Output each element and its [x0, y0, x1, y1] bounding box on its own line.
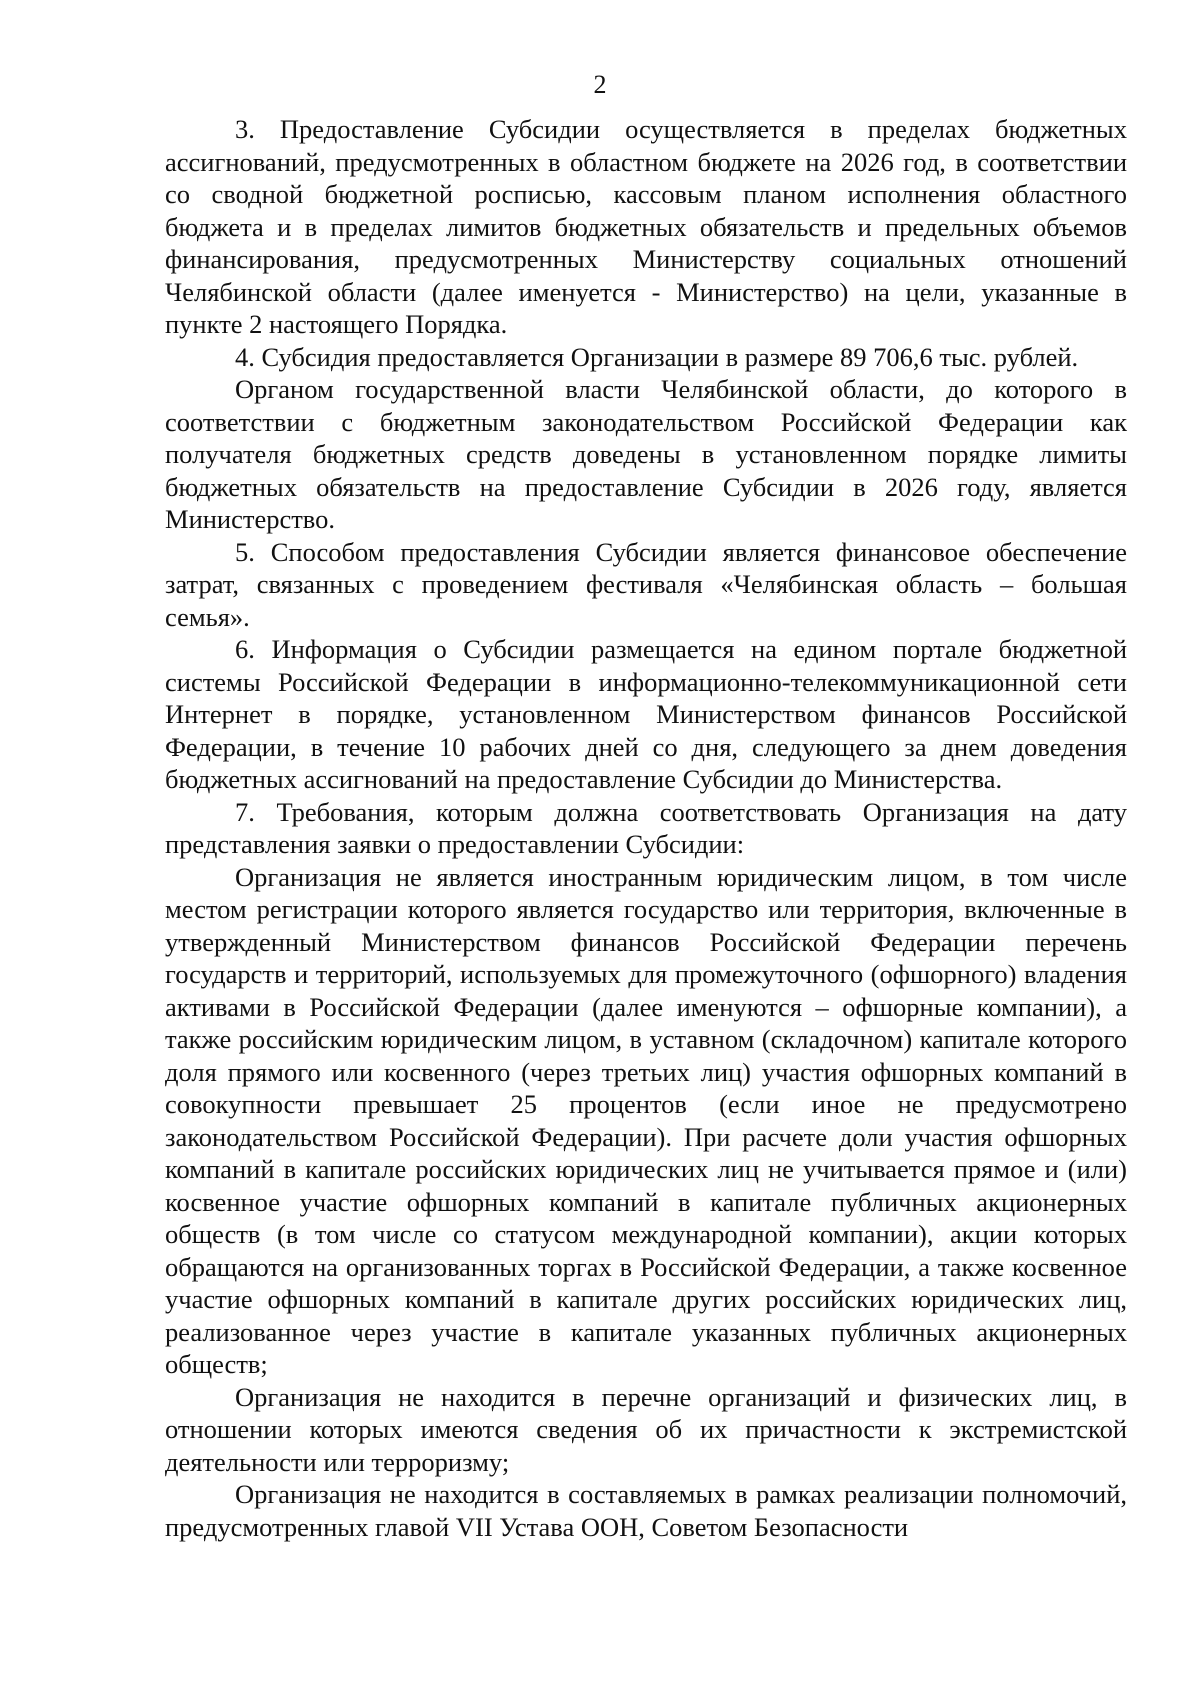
- paragraph-item-5: 5. Способом предоставления Субсидии является финансовое обеспечение затрат, связанных с проведением фестиваля «Челябинская область – большая семья».: [165, 536, 1127, 632]
- paragraph-extremism-requirement: Организация не находится в перечне организаций и физических лиц, в отношении которых имеются сведения об их причастности к экстремистской деятельности или терроризму;: [165, 1381, 1127, 1477]
- paragraph-item-7: 7. Требования, которым должна соответствовать Организация на дату представления заявки о предоставлении Субсидии:: [165, 796, 1127, 859]
- paragraph-authority: Органом государственной власти Челябинской области, до которого в соответствии с бюджетным законодательством Российской Федерации как получателя бюджетных средств доведены в установленном порядке лимиты бюджетных обязательств на предоставление Субсидии в 2026 году, является Министерство.: [165, 374, 1127, 534]
- document-body: [165, 113, 1127, 1543]
- paragraph-offshore-requirement: Организация не является иностранным юридическим лицом, в том числе местом регистрации которого является государство или территория, включенные в утвержденный Министерством финансов Российской Федерации перечень государств и территорий, используемых для промежуточного (офшорного) владения активами в Российской Федерации (далее именуются – офшорные компании), а также российским юридическим лицом, в уставном (складочном) капитале которого доля прямого или косвенного (через третьих лиц) участия офшорных компаний в совокупности превышает 25 процентов (если иное не предусмотрено законодательством Российской Федерации). При расчете доли участия офшорных компаний в капитале российских юридических лиц не учитывается прямое и (или) косвенное участие офшорных компаний в капитале публичных акционерных обществ (в том числе со статусом международной компании), акции которых обращаются на организованных торгах в Российской Федерации, а также косвенное участие офшорных компаний в капитале других российских юридических лиц, реализованное через участие в капитале указанных публичных акционерных обществ;: [165, 861, 1127, 1379]
- page-number: 2: [593, 70, 607, 99]
- paragraph-un-requirement: Организация не находится в составляемых в рамках реализации полномочий, предусмотренных главой VII Устава ООН, Советом Безопасности: [165, 1479, 1127, 1542]
- paragraph-item-6: 6. Информация о Субсидии размещается на едином портале бюджетной системы Российской Федерации в информационно-телекоммуникационной сети Интернет в порядке, установленном Министерством финансов Российской Федерации, в течение 10 рабочих дней со дня, следующего за днем доведения бюджетных ассигнований на предоставление Субсидии до Министерства.: [165, 634, 1127, 794]
- paragraph-item-3: 3. Предоставление Субсидии осуществляется в пределах бюджетных ассигнований, предусмотренных в областном бюджете на 2026 год, в соответствии со сводной бюджетной росписью, кассовым планом исполнения областного бюджета и в пределах лимитов бюджетных обязательств и предельных объемов финансирования, предусмотренных Министерству социальных отношений Челябинской области (далее именуется - Министерство) на цели, указанные в пункте 2 настоящего Порядка.: [165, 114, 1127, 339]
- paragraph-item-4: 4. Субсидия предоставляется Организации в размере 89 706,6 тыс. рублей.: [235, 341, 1079, 372]
